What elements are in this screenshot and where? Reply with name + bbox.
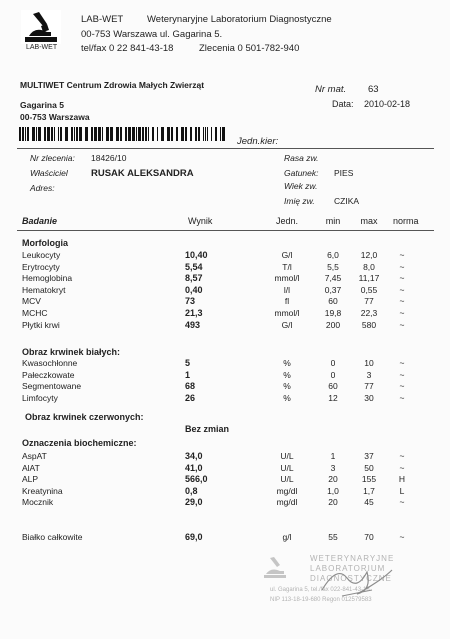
stamp-microscope-icon — [262, 556, 292, 580]
test-unit: mg/dl — [276, 497, 298, 507]
table-row — [0, 393, 450, 405]
barcode-bar — [142, 127, 144, 141]
barcode-bar — [157, 127, 158, 141]
test-result: 73 — [185, 296, 196, 306]
barcode-bar — [71, 127, 73, 141]
test-unit: U/L — [280, 463, 294, 473]
lab-full-name: Weterynaryjne Laboratorium Diagnostyczne — [147, 14, 332, 25]
table-row — [0, 273, 450, 285]
barcode-bar — [120, 127, 122, 141]
client-city: 00-753 Warszawa — [20, 112, 90, 122]
barcode-bar — [94, 127, 97, 141]
barcode-bar — [58, 127, 59, 141]
barcode-bar — [106, 127, 109, 141]
gatunek-value: PIES — [334, 168, 354, 178]
date-value: 2010-02-18 — [364, 99, 411, 109]
barcode-bar — [171, 127, 173, 141]
barcode-bar — [91, 127, 93, 141]
test-max: 37 — [364, 451, 374, 461]
test-norm-flag: ~ — [399, 497, 405, 507]
test-result: 5,54 — [185, 262, 203, 272]
lab-address: 00-753 Warszawa ul. Gagarina 5. — [81, 29, 223, 40]
test-unit: U/L — [280, 474, 294, 484]
test-name: Kwasochłonne — [22, 358, 78, 368]
barcode-bar — [211, 127, 212, 141]
test-name: Limfocyty — [22, 393, 58, 403]
test-norm-flag: L — [399, 486, 405, 496]
table-row — [0, 381, 450, 393]
test-result: 34,0 — [185, 451, 203, 461]
test-min: 6,0 — [327, 250, 339, 260]
test-unit: g/l — [282, 532, 292, 542]
table-row — [0, 308, 450, 320]
barcode-bar — [98, 127, 101, 141]
microscope-icon — [21, 10, 61, 44]
test-name: MCHC — [22, 308, 48, 318]
imie-label: Imię zw. — [284, 196, 315, 206]
test-min: 60 — [328, 296, 338, 306]
test-max: 580 — [361, 320, 377, 330]
test-max: 12,0 — [360, 250, 378, 260]
test-min: 0,37 — [324, 285, 342, 295]
table-row — [0, 320, 450, 332]
test-unit: % — [283, 393, 291, 403]
test-unit: l/l — [283, 285, 291, 295]
test-max: 3 — [366, 370, 372, 380]
barcode-bar — [76, 127, 78, 141]
lab-short-name: LAB-WET — [81, 14, 124, 25]
owner-label: Właściciel — [30, 168, 68, 178]
barcode-bar — [198, 127, 200, 141]
test-max: 11,17 — [358, 273, 380, 283]
test-result: 29,0 — [185, 497, 203, 507]
section-biochem: Oznaczenia biochemiczne: — [22, 438, 137, 448]
test-name: Kreatynina — [22, 486, 63, 496]
test-norm-flag: ~ — [399, 381, 405, 391]
divider-header — [17, 230, 434, 231]
order-nr-label: Nr zlecenia: — [30, 153, 75, 163]
test-max: 22,3 — [360, 308, 378, 318]
barcode-bar — [22, 127, 24, 141]
barcode — [19, 127, 229, 146]
barcode-bar — [25, 127, 26, 141]
test-min: 20 — [328, 474, 338, 484]
test-name: AlAT — [22, 463, 40, 473]
jedn-kier-label: Jedn.kier: — [237, 136, 279, 147]
barcode-bar — [27, 127, 29, 141]
test-max: 70 — [364, 532, 374, 542]
barcode-bar — [161, 127, 164, 141]
test-max: 0,55 — [360, 285, 378, 295]
test-name: Białko całkowite — [22, 532, 83, 542]
test-result: 493 — [185, 320, 201, 330]
barcode-bar — [167, 127, 170, 141]
barcode-bar — [207, 127, 208, 141]
test-max: 77 — [364, 381, 374, 391]
section-white-cells: Obraz krwinek białych: — [22, 347, 121, 357]
rasa-label: Rasa zw. — [284, 153, 319, 163]
test-result: 5 — [185, 358, 191, 368]
test-result: 68 — [185, 381, 196, 391]
lab-contact: tel/fax 0 22 841-43-18 — [81, 43, 174, 54]
col-wynik: Wynik — [188, 216, 213, 226]
client-street: Gagarina 5 — [20, 100, 64, 110]
barcode-bar — [152, 127, 154, 141]
signature — [312, 560, 402, 600]
barcode-bar — [19, 127, 21, 141]
test-norm-flag: ~ — [399, 358, 405, 368]
test-norm-flag: ~ — [399, 308, 405, 318]
test-max: 30 — [364, 393, 374, 403]
barcode-bar — [136, 127, 137, 141]
test-min: 0 — [330, 358, 336, 368]
barcode-bar — [145, 127, 147, 141]
barcode-bar — [110, 127, 113, 141]
test-result: 8,57 — [185, 273, 203, 283]
barcode-bar — [205, 127, 206, 141]
test-norm-flag: ~ — [399, 273, 405, 283]
lab-logo — [21, 10, 61, 52]
test-unit: G/l — [281, 320, 293, 330]
col-max: max — [360, 216, 378, 226]
test-result: 26 — [185, 393, 196, 403]
barcode-bar — [148, 127, 149, 141]
barcode-bar — [190, 127, 192, 141]
table-row — [0, 532, 450, 544]
test-norm-flag: ~ — [399, 370, 405, 380]
test-name: Erytrocyty — [22, 262, 60, 272]
table-row — [0, 451, 450, 463]
barcode-bar — [132, 127, 135, 141]
barcode-bar — [128, 127, 131, 141]
test-unit: mmol/l — [274, 273, 300, 283]
imie-value: CZIKA — [334, 196, 360, 206]
test-name: AspAT — [22, 451, 47, 461]
section-morfologia: Morfologia — [22, 238, 68, 248]
date-label: Data: — [332, 99, 354, 109]
barcode-bar — [51, 127, 53, 141]
address-label: Adres: — [30, 183, 55, 193]
stamp-line-1: WETERYNARYJNE — [310, 554, 395, 563]
stamp-line-2: LABORATORIUM — [310, 564, 386, 573]
lab-stamp — [262, 552, 434, 610]
barcode-bar — [185, 127, 187, 141]
test-result: 21,3 — [185, 308, 203, 318]
test-norm-flag: ~ — [399, 250, 405, 260]
order-nr: 18426/10 — [91, 153, 127, 163]
test-min: 7,45 — [324, 273, 342, 283]
barcode-bar — [65, 127, 68, 141]
test-min: 55 — [328, 532, 338, 542]
test-result: 69,0 — [185, 532, 203, 542]
barcode-bar — [102, 127, 103, 141]
test-name: Hematokryt — [22, 285, 66, 295]
table-row — [0, 296, 450, 308]
logo-text: LAB-WET — [26, 44, 58, 51]
barcode-bar — [125, 127, 127, 141]
red-cells-result: Bez zmian — [185, 424, 230, 434]
test-norm-flag: ~ — [399, 262, 405, 272]
stamp-line-4: ul. Gagarina 5, tel./fax 022-841-43-18 — [270, 587, 370, 593]
test-unit: mmol/l — [274, 308, 300, 318]
test-norm-flag: ~ — [399, 451, 405, 461]
test-unit: T/l — [282, 262, 292, 272]
barcode-bar — [36, 127, 37, 141]
table-row — [0, 497, 450, 509]
nr-mat-value: 63 — [368, 84, 379, 95]
test-norm-flag: ~ — [399, 285, 405, 295]
test-name: Mocznik — [22, 497, 54, 507]
test-min: 12 — [328, 393, 338, 403]
test-min: 3 — [330, 463, 336, 473]
test-name: Płytki krwi — [22, 320, 60, 330]
col-badanie: Badanie — [22, 216, 58, 226]
test-max: 1,7 — [363, 486, 375, 496]
test-norm-flag: ~ — [399, 393, 405, 403]
test-norm-flag: H — [398, 474, 406, 484]
barcode-bar — [203, 127, 204, 141]
stamp-line-3: DIAGNOSTYCZNE — [310, 574, 392, 583]
test-min: 20 — [328, 497, 338, 507]
test-max: 155 — [361, 474, 377, 484]
test-max: 8,0 — [363, 262, 375, 272]
barcode-bar — [38, 127, 41, 141]
wiek-label: Wiek zw. — [284, 181, 318, 191]
col-min: min — [325, 216, 341, 226]
col-norma: norma — [393, 216, 419, 226]
test-norm-flag: ~ — [399, 296, 405, 306]
test-name: Hemoglobina — [22, 273, 73, 283]
test-max: 45 — [364, 497, 374, 507]
barcode-bar — [79, 127, 82, 141]
stamp-line-5: NIP 113-18-19-680 Regon 012579583 — [270, 597, 372, 603]
barcode-bar — [195, 127, 197, 141]
test-name: Segmentowane — [22, 381, 82, 391]
test-result: 0,8 — [185, 486, 198, 496]
test-unit: % — [283, 358, 291, 368]
test-result: 10,40 — [185, 250, 208, 260]
test-result: 0,40 — [185, 285, 203, 295]
section-red-cells: Obraz krwinek czerwonych: — [25, 412, 144, 422]
barcode-bar — [220, 127, 221, 141]
test-unit: G/l — [281, 250, 293, 260]
barcode-bar — [181, 127, 184, 141]
barcode-bar — [85, 127, 88, 141]
test-unit: U/L — [280, 451, 294, 461]
nr-mat-label: Nr mat. — [315, 84, 347, 95]
barcode-bar — [47, 127, 50, 141]
barcode-bar — [116, 127, 119, 141]
divider-top — [17, 148, 434, 149]
test-name: ALP — [22, 474, 39, 484]
barcode-bar — [215, 127, 217, 141]
test-norm-flag: ~ — [399, 532, 405, 542]
barcode-bar — [54, 127, 55, 141]
table-row — [0, 358, 450, 370]
test-max: 10 — [364, 358, 374, 368]
lab-orders-phone: Zlecenia 0 501-782-940 — [199, 43, 300, 54]
test-min: 200 — [325, 320, 341, 330]
barcode-bar — [32, 127, 35, 141]
table-header — [0, 216, 450, 228]
test-min: 1 — [330, 451, 336, 461]
owner-name: RUSAK ALEKSANDRA — [91, 168, 194, 179]
test-unit: % — [283, 381, 291, 391]
barcode-bar — [138, 127, 141, 141]
test-result: 1 — [185, 370, 191, 380]
test-name: Pałeczkowate — [22, 370, 75, 380]
table-row — [0, 250, 450, 262]
barcode-bar — [60, 127, 62, 141]
client-name: MULTIWET Centrum Zdrowia Małych Zwierząt — [20, 80, 205, 90]
test-result: 41,0 — [185, 463, 203, 473]
barcode-bar — [44, 127, 46, 141]
test-norm-flag: ~ — [399, 320, 405, 330]
test-name: Leukocyty — [22, 250, 61, 260]
col-jedn: Jedn. — [275, 216, 299, 226]
table-row — [0, 474, 450, 486]
test-min: 60 — [328, 381, 338, 391]
test-unit: mg/dl — [276, 486, 298, 496]
test-min: 1,0 — [327, 486, 339, 496]
barcode-bar — [74, 127, 75, 141]
barcode-bar — [222, 127, 225, 141]
test-min: 5,5 — [327, 262, 339, 272]
test-unit: % — [283, 370, 291, 380]
test-norm-flag: ~ — [399, 463, 405, 473]
test-max: 77 — [364, 296, 374, 306]
gatunek-label: Gatunek: — [284, 168, 319, 178]
test-name: MCV — [22, 296, 41, 306]
test-max: 50 — [364, 463, 374, 473]
test-result: 566,0 — [185, 474, 208, 484]
test-min: 19,8 — [324, 308, 342, 318]
test-min: 0 — [330, 370, 336, 380]
test-unit: fl — [284, 296, 290, 306]
barcode-bar — [176, 127, 178, 141]
